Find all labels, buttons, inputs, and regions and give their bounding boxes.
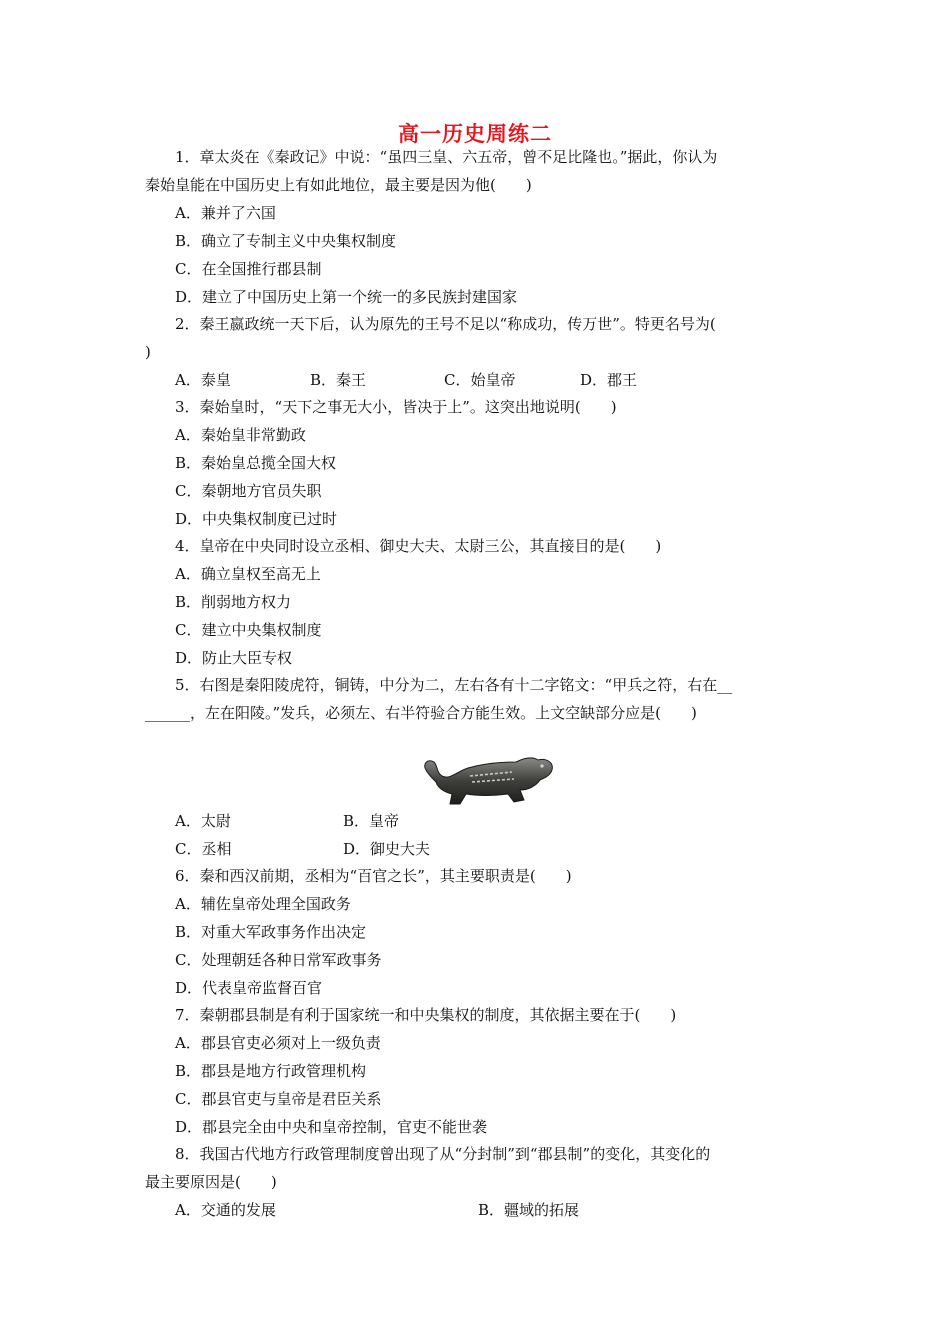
q4-stem: 4．皇帝在中央同时设立丞相、御史大夫、太尉三公，其直接目的是( ) — [175, 537, 662, 555]
q2-option-c: C．始皇帝 — [444, 371, 516, 389]
q2-option-a: A．泰皇 — [175, 371, 231, 389]
q7-option-b: B．郡县是地方行政管理机构 — [175, 1062, 367, 1080]
q7-option-c: C．郡县官吏与皇帝是君臣关系 — [175, 1090, 382, 1108]
q1-option-a: A．兼并了六国 — [175, 204, 276, 222]
q5-stem-line1: 5．右图是秦阳陵虎符，铜铸，中分为二，左右各有十二字铭文：“甲兵之符，右在__ — [175, 676, 733, 694]
q6-option-a: A．辅佐皇帝处理全国政务 — [175, 895, 351, 913]
q3-stem: 3．秦始皇时，“天下之事无大小，皆决于上”。这突出地说明( ) — [175, 398, 617, 416]
q5-stem-line2: ______，左在阳陵。”发兵，必须左、右半符验合方能生效。上文空缺部分应是( ) — [145, 704, 697, 722]
q8-stem-line1: 8．我国古代地方行政管理制度曾出现了从“分封制”到“郡县制”的变化，其变化的 — [175, 1145, 711, 1163]
q8-option-a: A．交通的发展 — [175, 1201, 276, 1219]
tiger-tally-image — [420, 752, 560, 808]
q4-option-a: A．确立皇权至高无上 — [175, 565, 321, 583]
q3-option-c: C．秦朝地方官员失职 — [175, 482, 322, 500]
q6-option-b: B．对重大军政事务作出决定 — [175, 923, 367, 941]
q4-option-c: C．建立中央集权制度 — [175, 621, 322, 639]
q1-stem-line1: 1．章太炎在《秦政记》中说：“虽四三皇、六五帝，曾不足比隆也。”据此，你认为 — [175, 148, 718, 166]
page-title: 高一历史周练二 — [398, 122, 552, 146]
q3-option-a: A．秦始皇非常勤政 — [175, 426, 306, 444]
q1-option-d: D．建立了中国历史上第一个统一的多民族封建国家 — [175, 288, 518, 306]
q7-option-a: A．郡县官吏必须对上一级负责 — [175, 1034, 381, 1052]
q4-option-b: B．削弱地方权力 — [175, 593, 292, 611]
q5-option-c: C．丞相 — [175, 840, 232, 858]
q7-option-d: D．郡县完全由中央和皇帝控制，官吏不能世袭 — [175, 1118, 488, 1136]
q3-option-d: D．中央集权制度已过时 — [175, 510, 338, 528]
q2-stem-line2: ) — [145, 343, 151, 361]
q4-option-d: D．防止大臣专权 — [175, 649, 293, 667]
q1-stem-line2: 秦始皇能在中国历史上有如此地位，最主要是因为他( ) — [145, 176, 532, 194]
q6-option-d: D．代表皇帝监督百官 — [175, 979, 323, 997]
q2-option-b: B．秦王 — [310, 371, 367, 389]
q6-option-c: C．处理朝廷各种日常军政事务 — [175, 951, 382, 969]
q2-stem-line1: 2．秦王嬴政统一天下后，认为原先的王号不足以“称成功，传万世”。特更名号为( — [175, 315, 716, 333]
q2-option-d: D．郡王 — [580, 371, 638, 389]
q1-option-c: C．在全国推行郡县制 — [175, 260, 322, 278]
q5-option-a: A．太尉 — [175, 812, 231, 830]
q8-stem-line2: 最主要原因是( ) — [145, 1173, 277, 1191]
q6-stem: 6．秦和西汉前期，丞相为“百官之长”，其主要职责是( ) — [175, 867, 572, 885]
q7-stem: 7．秦朝郡县制是有利于国家统一和中央集权的制度，其依据主要在于( ) — [175, 1006, 677, 1024]
q1-option-b: B．确立了专制主义中央集权制度 — [175, 232, 397, 250]
q5-option-d: D．御史大夫 — [343, 840, 431, 858]
q5-option-b: B．皇帝 — [343, 812, 400, 830]
q3-option-b: B．秦始皇总揽全国大权 — [175, 454, 337, 472]
q8-option-b: B．疆域的拓展 — [478, 1201, 580, 1219]
